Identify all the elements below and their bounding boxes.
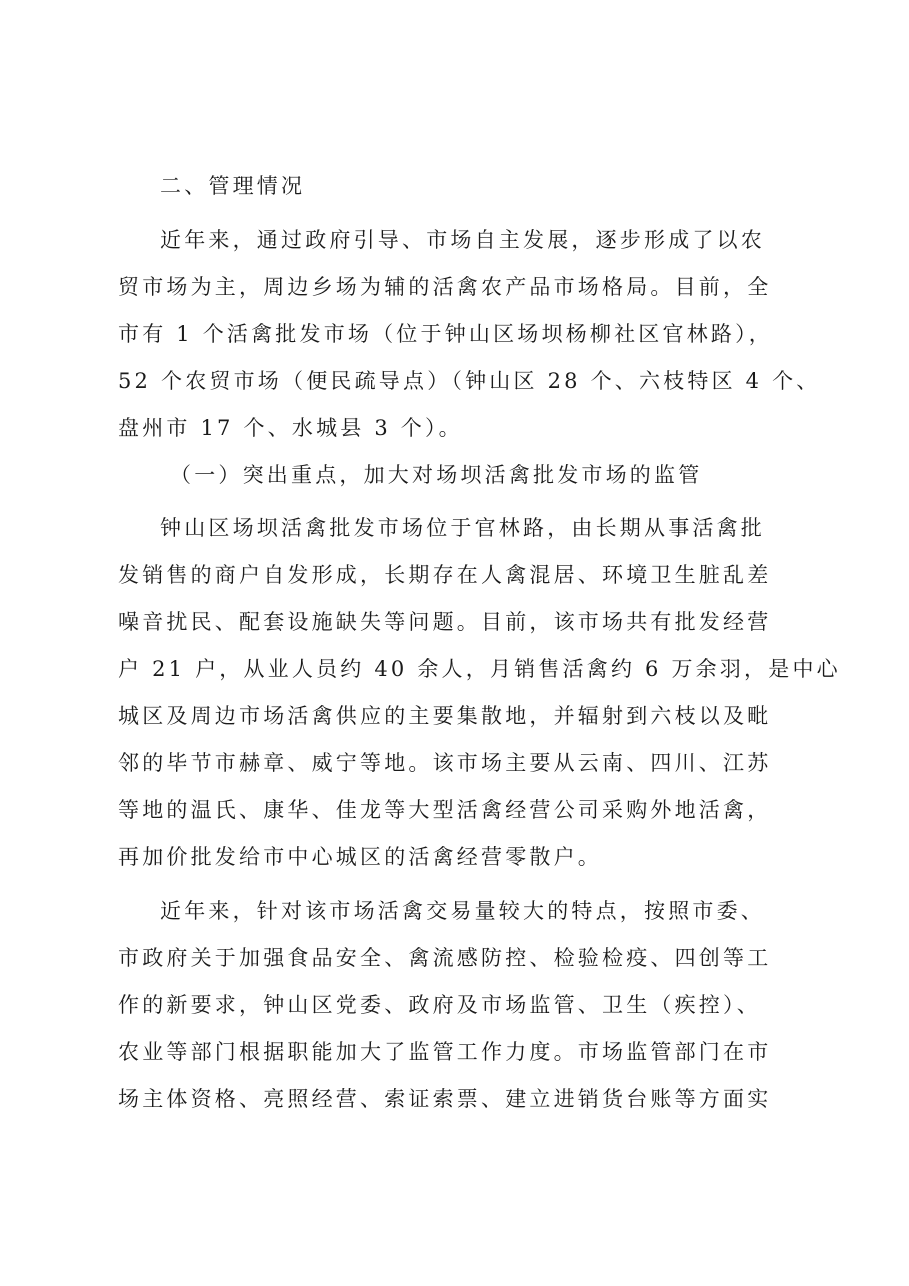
paragraph-line: 作的新要求，钟山区党委、政府及市场监管、卫生（疾控）、: [118, 993, 761, 1017]
paragraph-line: 农业等部门根据职能加大了监管工作力度。市场监管部门在市: [118, 1040, 772, 1064]
paragraph-line: 城区及周边市场活禽供应的主要集散地，并辐射到六枝以及毗: [118, 704, 772, 728]
paragraph-line: 场主体资格、亮照经营、索证索票、建立进销货台账等方面实: [118, 1087, 772, 1111]
paragraph-line: 52 个农贸市场（便民疏导点）（钟山区 28 个、六枝特区 4 个、: [118, 369, 821, 393]
paragraph-line: 噪音扰民、配套设施缺失等问题。目前，该市场共有批发经营: [118, 610, 772, 634]
paragraph-line: 近年来，通过政府引导、市场自主发展，逐步形成了以农: [160, 228, 765, 252]
paragraph-line: 等地的温氏、康华、佳龙等大型活禽经营公司采购外地活禽，: [118, 798, 772, 822]
paragraph-line: 盘州市 17 个、水城县 3 个）。: [118, 416, 463, 440]
paragraph-line: 再加价批发给市中心城区的活禽经营零散户。: [118, 845, 602, 869]
paragraph-line: 发销售的商户自发形成，长期存在人禽混居、环境卫生脏乱差: [118, 563, 772, 587]
paragraph-line: 邻的毕节市赫章、威宁等地。该市场主要从云南、四川、江苏: [118, 751, 772, 775]
paragraph-line: 户 21 户，从业人员约 40 余人，月销售活禽约 6 万余羽，是中心: [118, 657, 841, 681]
paragraph-line: 近年来，针对该市场活禽交易量较大的特点，按照市委、: [160, 899, 765, 923]
subheading-1: （一）突出重点，加大对场坝活禽批发市场的监管: [170, 463, 703, 487]
paragraph-line: 钟山区场坝活禽批发市场位于官林路，由长期从事活禽批: [160, 516, 765, 540]
paragraph-line: 贸市场为主，周边乡场为辅的活禽农产品市场格局。目前，全: [118, 275, 772, 299]
paragraph-line: 市有 1 个活禽批发市场（位于钟山区场坝杨柳社区官林路），: [118, 322, 774, 346]
paragraph-line: 市政府关于加强食品安全、禽流感防控、检验检疫、四创等工: [118, 946, 772, 970]
section-heading: 二、管理情况: [160, 174, 306, 198]
